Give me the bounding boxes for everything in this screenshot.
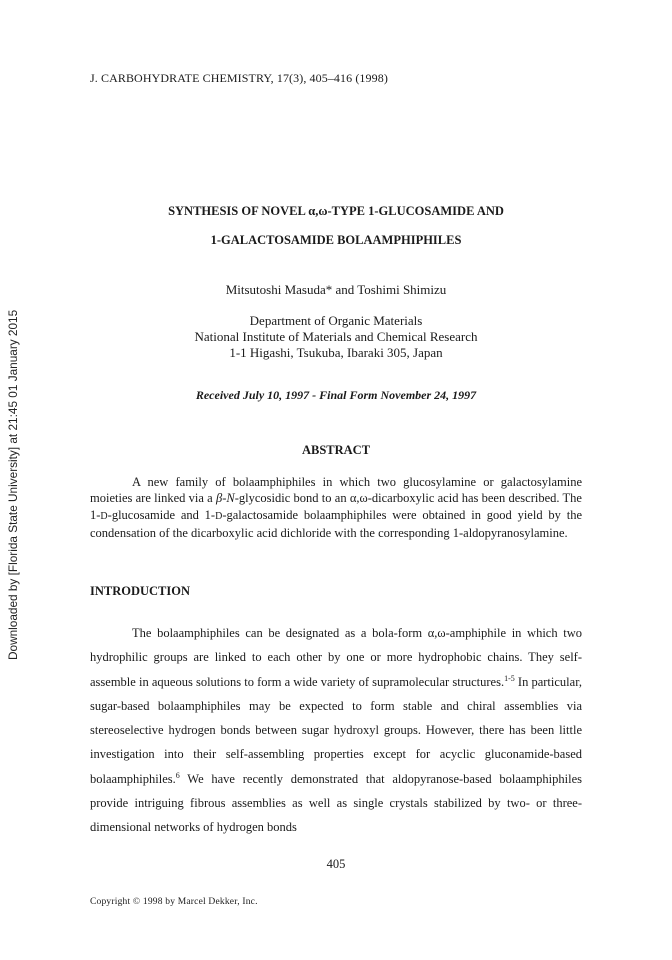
affiliation-institute: National Institute of Materials and Chemical Research [194, 329, 478, 344]
journal-citation: J. CARBOHYDRATE CHEMISTRY, 17(3), 405–416 (1998) [90, 71, 388, 85]
received-dates: Received July 10, 1997 - Final Form November 24, 1997 [195, 388, 477, 402]
affiliation [0, 313, 672, 361]
paper-title-line-1: SYNTHESIS OF NOVEL α,ω-TYPE 1-GLUCOSAMIDE AND [168, 204, 504, 218]
introduction-heading: INTRODUCTION [90, 584, 191, 598]
download-watermark: Downloaded by [Florida State University] at 21:45 01 January 2015 [6, 309, 20, 660]
page-number: 405 [326, 857, 346, 871]
abstract-heading: ABSTRACT [301, 443, 371, 457]
affiliation-address: 1-1 Higashi, Tsukuba, Ibaraki 305, Japan [229, 345, 443, 360]
introduction-paragraph: The bolaamphiphiles can be designated as a bola-form α,ω-amphiphile in which two hydrophilic groups are linked to each other by one or more hydrophobic chains. They self-assemble in aqueous solutions to form a wide variety of supramolecular structures.$^{1-5}$ In particular, sugar-based bolaamphiphiles may be expected to form stable and chiral assemblies via stereoselective hydrogen bonds between sugar hydroxyl groups. However, there has been little investigation into their self-assembling properties except for acyclic gluconamide-based bolaamphiphiles.$^6$ We have recently demonstrated that aldopyranose-based bolaamphiphiles provide intriguing fibrous assemblies as well as single crystals stabilized by two- or three-dimensional networks of hydrogen bonds [90, 626, 582, 835]
abstract-body [90, 474, 582, 542]
beta-n-italic: β-N [215, 491, 235, 506]
d-small-caps: D [215, 510, 223, 522]
author-list: Mitsutoshi Masuda* and Toshimi Shimizu [225, 282, 447, 297]
abstract-paragraph: A new family of bolaamphiphiles in which two glucosylamine or galactosylamine moieties are linked via a β-N-glycosidic bond to an α,ω-dicarboxylic acid has been described. The 1-D-glucosamide and 1-D-galactosamide bolaamphiphiles were obtained in good yield by the condensation of the dicarboxylic acid dichloride with the corresponding 1-aldopyranosylamine. [90, 475, 582, 541]
affiliation-department: Department of Organic Materials [249, 313, 423, 328]
copyright-notice: Copyright © 1998 by Marcel Dekker, Inc. [90, 897, 258, 907]
introduction-body [90, 621, 582, 840]
citation-ref: 6 [175, 770, 180, 780]
citation-ref: 1-5 [504, 673, 515, 683]
d-small-caps: D [100, 510, 108, 522]
paper-title-line-2: 1-GALACTOSAMIDE BOLAAMPHIPHILES [210, 233, 462, 247]
